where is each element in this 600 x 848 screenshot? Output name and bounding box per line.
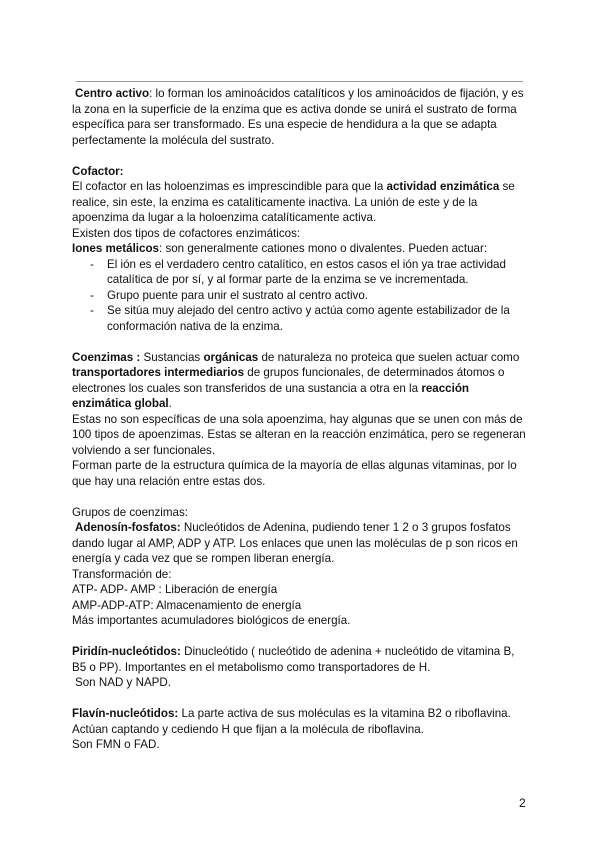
cofactor-types-intro: Existen dos tipos de cofactores enzimáticos: xyxy=(72,226,301,240)
cofactor-paragraph: El cofactor en las holoenzimas es imprescindible para que la actividad enzimática se realice, sin este, la enzima es catalíticamente inactiva. La unión de este y de la apoenzima da lugar a la holoenzima catalíticamente activa. xyxy=(72,180,515,224)
list-item: - Grupo puente para unir el sustrato al centro activo. xyxy=(90,288,369,302)
list-item: - El ión es el verdadero centro catalítico, en estos casos el ión ya trae actividad catalítica de por sí, y al formar parte de la enzima se ve incrementada. xyxy=(90,257,506,286)
adenosin-title: Adenosín-fosfatos: xyxy=(75,521,181,534)
flavin-title: Flavín-nucleótidos: xyxy=(72,707,179,720)
transformacion-line: Transformación de: xyxy=(72,567,172,581)
atp-line: ATP- ADP- AMP : Liberación de energía xyxy=(72,583,278,596)
coenzimas-paragraph: Coenzimas : Sustancias orgánicas de naturaleza no proteica que suelen actuar como transportadores intermediarios de grupos funcionales, de determinados átomos o electrones los cuales son transferidos de una sustancia a otra en la reacción enzimática global. xyxy=(72,350,520,410)
piridin-son: Son NAD y NAPD. xyxy=(75,676,171,689)
flavin-son: Son FMN o FAD. xyxy=(72,738,160,751)
list-item: - Se sitúa muy alejado del centro activo y actúa como agente estabilizador de la conformación nativa de la enzima. xyxy=(90,304,510,333)
grupos-heading: Grupos de coenzimas: xyxy=(72,505,188,519)
centro-activo-title: Centro activo xyxy=(75,87,150,100)
document-body xyxy=(72,86,530,753)
actividad-enzimatica-bold: actividad enzimática xyxy=(386,180,500,193)
top-rule xyxy=(76,81,523,82)
iones-metalicos-title: Iones metálicos xyxy=(72,242,159,255)
dash-bullet: - xyxy=(90,288,94,302)
adenosin-paragraph: Adenosín-fosfatos: Nucleótidos de Adenina, pudiendo tener 1 2 o 3 grupos fosfatos dando lugar al AMP, ADP y ATP. Los enlaces que unen las moléculas de p son ricos en energía y cada vez que se rompen liberan energía. xyxy=(72,521,518,565)
centro-activo-text: : lo forman los aminoácidos catalíticos y los aminoácidos de fijación, y es la zona en la superficie de la enzima que es activa donde se unirá el sustrato de forma específica para ser transformado. Es una especie de hendidura a la que se adapta perfectamente la molécula del sustrato. xyxy=(72,87,524,147)
piridin-title: Piridín-nucleótidos: xyxy=(72,645,181,658)
coenzimas-vitamins: Forman parte de la estructura química de la mayoría de ellas algunas vitaminas, por lo que hay una relación entre estas dos. xyxy=(72,459,517,488)
iones-functions-list xyxy=(72,257,530,335)
flavin-paragraph: Flavín-nucleótidos: La parte activa de sus moléculas es la vitamina B2 o riboflavina. Actúan captando y cediendo H que fijan a la molécula de riboflavina. xyxy=(72,707,511,736)
centro-activo-paragraph xyxy=(72,86,530,148)
piridin-paragraph: Piridín-nucleótidos: Dinucleótido ( nucleótido de adenina + nucleótido de vitamina B, B5 o PP). Importantes en el metabolismo como transportadores de H. xyxy=(72,645,515,674)
coenzimas-specificity: Estas no son específicas de una sola apoenzima, hay algunas que se unen con más de 100 tipos de apoenzimas. Estas se alteran en la reacción enzimática, pero se regeneran volviendo a ser funcionales. xyxy=(72,412,526,457)
dash-bullet: - xyxy=(90,257,94,271)
coenzimas-title: Coenzimas : xyxy=(72,350,141,364)
acumuladores-line: Más importantes acumuladores biológicos de energía. xyxy=(72,614,351,627)
iones-metalicos-paragraph: Iones metálicos: son generalmente cationes mono o divalentes. Pueden actuar: xyxy=(72,242,488,255)
dash-bullet: - xyxy=(90,304,94,317)
amp-line: AMP-ADP-ATP: Almacenamiento de energía xyxy=(72,598,302,612)
cofactor-title: Cofactor: xyxy=(72,164,124,178)
page-number: 2 xyxy=(519,796,526,810)
